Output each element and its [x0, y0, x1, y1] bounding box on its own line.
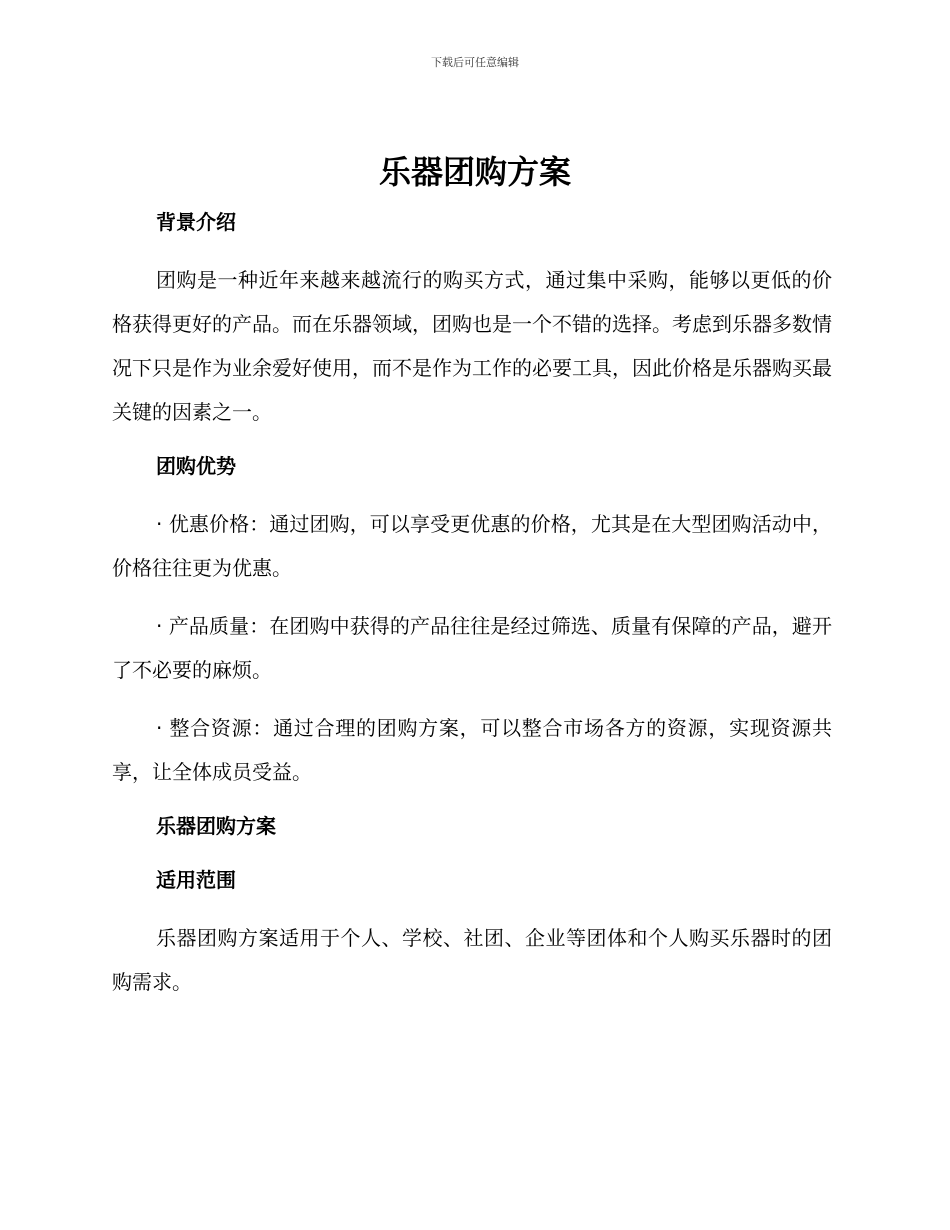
background-paragraph: 团购是一种近年来越来越流行的购买方式，通过集中采购，能够以更低的价格获得更好的产品。而在乐器领域，团购也是一个不错的选择。考虑到乐器多数情况下只是作为业余爱好使用，而不是作为工作的必要工具，因此价格是乐器购买最关键的因素之一。: [112, 268, 832, 424]
section-heading-plan: 乐器团购方案: [156, 814, 276, 838]
document-body: [112, 204, 832, 1004]
section-heading-background: 背景介绍: [156, 210, 236, 234]
advantage-item-quality: · 产品质量：在团购中获得的产品往往是经过筛选、质量有保障的产品，避开了不必要的麻烦。: [112, 614, 832, 682]
document-title: 乐器团购方案: [378, 153, 571, 191]
scope-paragraph: 乐器团购方案适用于个人、学校、社团、企业等团体和个人购买乐器时的团购需求。: [112, 926, 832, 994]
advantage-item-price: · 优惠价格：通过团购，可以享受更优惠的价格，尤其是在大型团购活动中，价格往往更为优惠。: [112, 512, 832, 580]
header-note: 下载后可任意编辑: [431, 56, 519, 69]
section-heading-advantages: 团购优势: [156, 454, 236, 478]
section-heading-scope: 适用范围: [156, 868, 236, 892]
advantage-item-resources: · 整合资源：通过合理的团购方案，可以整合市场各方的资源，实现资源共享，让全体成员受益。: [112, 716, 832, 784]
